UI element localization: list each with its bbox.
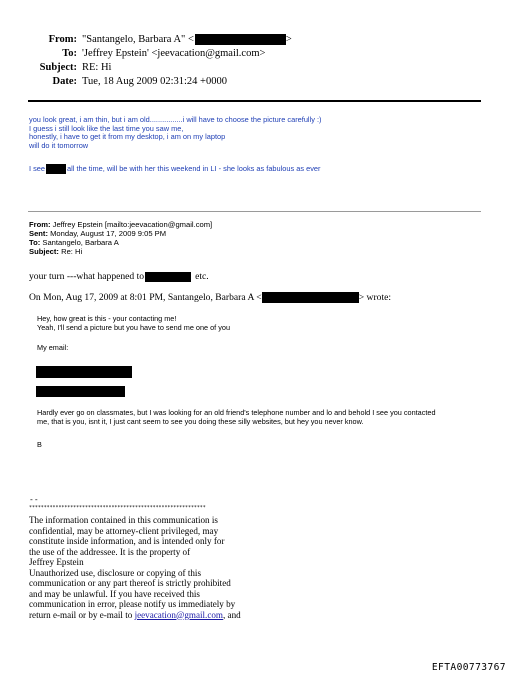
fwd-to-row (29, 238, 212, 247)
on-wrote-pre: On Mon, Aug 17, 2009 at 8:01 PM, Santangelo, Barbara A < (29, 292, 262, 303)
subject-value: RE: Hi (82, 62, 112, 73)
disclaimer-line: constitute inside information, and is intended only for (29, 536, 225, 546)
quoted-paragraph (37, 408, 436, 426)
reply-see-line (29, 164, 321, 174)
fwd-subject-value: Re: Hi (61, 247, 83, 256)
on-wrote-line (29, 292, 391, 304)
email-link[interactable]: jeevacation@gmail.com (134, 609, 223, 620)
redaction-block (46, 164, 66, 174)
quoted-line: Hey, how great is this - your contacting me! (37, 314, 177, 323)
fwd-to-value: Santangelo, Barbara A (42, 238, 119, 247)
from-value (82, 33, 292, 46)
header-from-row (0, 33, 512, 46)
disclaimer-line: Unauthorized use, disclosure or copying of this (29, 567, 201, 578)
fwd-sent-label: Sent: (29, 229, 48, 238)
disclaimer-line: The information contained in this communication is (29, 515, 218, 525)
your-turn-post: etc. (195, 271, 209, 282)
quoted-line: Yeah, I'll send a picture but you have to send me one of you (37, 323, 231, 332)
fwd-sent-value: Monday, August 17, 2009 9:05 PM (50, 229, 167, 238)
forward-divider (28, 211, 481, 212)
fwd-from-row (29, 220, 212, 229)
reply-line: will do it tomorrow (29, 140, 89, 150)
your-turn-pre: your turn ---what happened to (29, 271, 145, 282)
bates-number: EFTA00773767 (431, 662, 506, 673)
header-date-row (0, 75, 512, 88)
header-to-row (0, 47, 512, 60)
header-subject-row (0, 61, 512, 74)
redaction-block (195, 34, 286, 45)
reply-see-pre: I see (29, 163, 46, 173)
fwd-from-label: From: (29, 220, 51, 229)
redaction-block (262, 292, 359, 303)
redaction-block (36, 386, 125, 397)
disclaimer-stars: ************************************************************ (29, 505, 206, 511)
redaction-block (36, 366, 132, 378)
disclaimer-line: confidential, may be attorney-client privileged, may (29, 525, 219, 536)
on-wrote-post: > wrote: (358, 292, 392, 303)
your-turn-line (29, 271, 209, 283)
from-label: From: (48, 34, 77, 45)
reply-line: you look great, i am thin, but i am old................i will have to choose the picture carefully :) (29, 115, 322, 124)
date-label: Date: (52, 76, 77, 87)
redaction-block (145, 272, 191, 282)
disclaimer-line: and may be unlawful. If you have received this (29, 588, 200, 599)
date-value: Tue, 18 Aug 2009 02:31:24 +0000 (82, 76, 227, 87)
from-tail: > (285, 34, 292, 45)
disclaimer-line: Jeffrey Epstein (29, 557, 84, 567)
to-value: 'Jeffrey Epstein' <jeevacation@gmail.com> (82, 48, 266, 59)
disclaimer-line: the use of the addressee. It is the property of (29, 546, 191, 557)
quoted-email-label: My email: (37, 343, 69, 352)
reply-line: I guess i still look like the last time you saw me, (29, 123, 184, 133)
forwarded-header (29, 220, 212, 256)
disclaimer-last-line (29, 610, 241, 621)
disclaimer-last-pre: return e-mail or by e-mail to (29, 609, 135, 620)
fwd-subject-row (29, 247, 212, 256)
from-name: "Santangelo, Barbara A" < (82, 34, 194, 45)
header-divider (28, 100, 481, 102)
quoted-line: Hardly ever go on classmates, but I was looking for an old friend's telephone number and lo and behold I see you contacted (37, 408, 436, 417)
subject-label: Subject: (39, 62, 77, 73)
disclaimer-line: communication in error, please notify us immediately by (29, 599, 236, 609)
fwd-sent-row (29, 229, 212, 238)
quoted-intro (37, 314, 230, 332)
reply-body (29, 116, 321, 150)
fwd-subject-label: Subject: (29, 247, 59, 256)
disclaimer-dashes: -- (29, 495, 39, 504)
quoted-signature: B (37, 440, 42, 449)
disclaimer-body (29, 515, 241, 620)
fwd-to-label: To: (29, 238, 41, 247)
to-label: To: (62, 48, 77, 59)
disclaimer-last-post: , and (222, 609, 241, 620)
disclaimer-line: communication or any part thereof is strictly prohibited (29, 578, 231, 588)
quoted-line: me, that is you, isnt it, I just cant seem to see you doing these silly websites, but hey you never know. (37, 417, 364, 426)
fwd-from-value: Jeffrey Epstein [mailto:jeevacation@gmail.com] (52, 220, 213, 229)
reply-see-post: all the time, will be with her this weekend in LI - she looks as fabulous as ever (67, 163, 321, 173)
reply-line: honestly, i have to get it from my desktop, i am on my laptop (29, 132, 226, 142)
